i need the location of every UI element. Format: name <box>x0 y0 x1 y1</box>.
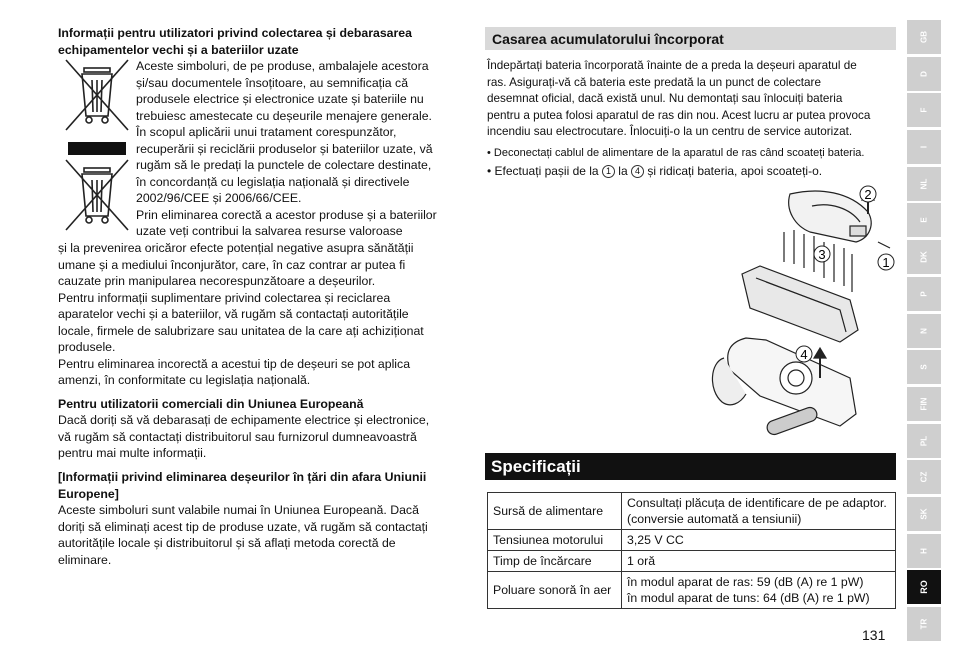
text-line: Pentru informații suplimentare privind colectarea și reciclarea <box>58 290 391 305</box>
outside-eu-title: [Informații privind eliminarea deșeurilor în țări din afara Uniunii Europene] <box>58 470 427 501</box>
text-line: doriți să eliminați acest tip de produse uzate, vă rugăm să contactați <box>58 519 428 534</box>
tab-h[interactable]: H <box>907 534 941 568</box>
weee-paragraph-cont <box>58 240 478 389</box>
text-line: autoritățile locale și distribuitorul și să aflați metoda corectă de <box>58 536 396 550</box>
weee-title: Informații pentru utilizatori privind colectarea și debarasarea echipamentelor vechi și a bateriilor uzate <box>58 26 412 57</box>
battery-section-header <box>485 27 896 50</box>
tab-s[interactable]: S <box>907 350 941 384</box>
spec-key: Tensiunea motorului <box>488 530 622 551</box>
text-line: uzate veți contribui la salvarea resurse valoroase <box>136 224 403 238</box>
text-line: în concordanță cu legislația națională și directivele <box>136 174 410 189</box>
spec-value: 1 oră <box>622 551 896 572</box>
spec-value: 3,25 V CC <box>622 530 896 551</box>
text-line: ras. Asigurați-vă că bateria este predată la un punct de colectare <box>487 75 821 89</box>
tab-tr[interactable]: TR <box>907 607 941 641</box>
text-line: desemnat oficial, dacă există unul. Nu demontați sau înlocuiți bateria <box>487 92 843 106</box>
text-line: În scopul aplicării unui tratament corespunzător, <box>136 125 397 139</box>
text-line: rugăm să le predați la punctele de colectare destinate, <box>136 158 432 172</box>
table-row <box>488 551 896 572</box>
table-row <box>488 530 896 551</box>
table-row <box>488 572 896 609</box>
section-title: Casarea acumulatorului încorporat <box>492 31 724 47</box>
tab-sk[interactable]: SK <box>907 497 941 531</box>
spec-value: Consultați plăcuța de identificare de pe adaptor. (conversie automată a tensiunii) <box>622 493 896 530</box>
table-row <box>488 493 896 530</box>
spec-table <box>487 492 896 609</box>
text-line: Îndepărtați bateria încorporată înainte de a preda la deșeuri aparatul de <box>487 59 857 72</box>
text-line: pentru mai multe informații. <box>58 446 207 460</box>
battery-removal-illustration <box>700 182 900 444</box>
text-line: recuperării și reciclării produselor și bateriilor uzate, vă <box>136 141 433 156</box>
tab-dk[interactable]: DK <box>907 240 941 274</box>
spec-key: Sursă de alimentare <box>488 493 622 530</box>
spec-key: Timp de încărcare <box>488 551 622 572</box>
section-title: Specificații <box>491 457 581 476</box>
text-line: amenzi, în conformitate cu legislația națională. <box>58 373 311 387</box>
text-line: eliminare. <box>58 552 112 567</box>
tab-d[interactable]: D <box>907 57 941 91</box>
tab-cz[interactable]: CZ <box>907 460 941 494</box>
text-line: și la prevenirea oricăror efecte potențial negative asupra sănătății <box>58 241 414 255</box>
tab-i[interactable]: I <box>907 130 941 164</box>
text-line: incendiu sau electrocutare. Înlocuiți-o la un centru de service autorizat. <box>487 125 853 139</box>
spec-section-header <box>485 453 896 480</box>
tab-f[interactable]: F <box>907 93 941 127</box>
spec-key: Poluare sonoră în aer <box>488 572 622 609</box>
spec-value: în modul aparat de ras: 59 (dB (A) re 1 pW) în modul aparat de tuns: 64 (dB (A) re 1 pW) <box>622 572 896 609</box>
tab-gb[interactable]: GB <box>907 20 941 54</box>
text-line: 2002/96/CEE și 2006/66/CEE. <box>136 191 302 205</box>
text-line: Pentru eliminarea incorectă a acestui tip de deșeuri se pot aplica <box>58 356 411 371</box>
text-line: locale, firmele de salubrizare sau unitatea de la care ați achiziționat <box>58 323 424 338</box>
text-line: Prin eliminarea corectă a acestor produse și a bateriilor <box>136 207 437 222</box>
text-line: și/sau documentele însoțitoare, au semnificația că <box>136 75 409 90</box>
language-tabs <box>907 20 941 644</box>
tab-nl[interactable]: NL <box>907 167 941 201</box>
crossed-bin-icon <box>62 58 132 238</box>
bullet-steps: • Efectuați pașii de la 1 la 4 și ridicați bateria, apoi scoateți-o. <box>487 164 823 178</box>
text-line: vă rugăm să contactați distribuitorul sau furnizorul dumneavoastră <box>58 429 417 444</box>
outside-eu-paragraph <box>58 502 478 568</box>
tab-fin[interactable]: FIN <box>907 387 941 421</box>
page-number: 131 <box>862 627 886 643</box>
text-line: Aceste simboluri sunt valabile numai în Uniunea Europeană. Dacă <box>58 503 419 517</box>
text-line: Dacă doriți să vă debarasați de echipamente electrice și electronice, <box>58 413 430 427</box>
eu-paragraph <box>58 412 478 462</box>
tab-ro[interactable]: RO <box>907 570 941 604</box>
text-line: aparatelor vechi și a bateriilor, vă rugăm să contactați autoritățile <box>58 307 409 321</box>
text-line: pentru a putea folosi aparatul de ras din nou. Acest lucru ar putea provoca <box>487 108 871 122</box>
text-line: produsele. <box>58 340 116 354</box>
text-line: umane și a mediului înconjurător, care, în caz contrar ar putea fi <box>58 257 406 272</box>
callout-2: 2 <box>864 187 872 202</box>
tab-n[interactable]: N <box>907 314 941 348</box>
weee-paragraph <box>136 58 476 240</box>
text-line: produsele electrice și electronice uzate și bateriile nu <box>136 92 424 106</box>
bullet-disconnect: • Deconectați cablul de alimentare de la aparatul de ras când scoateți bateria. <box>487 147 865 159</box>
tab-pl[interactable]: PL <box>907 424 941 458</box>
step-number-badge: 4 <box>631 165 644 178</box>
tab-p[interactable]: P <box>907 277 941 311</box>
text-line: trebuiesc amestecate cu deșeurile menajere generale. <box>136 108 432 123</box>
callout-3: 3 <box>818 247 826 262</box>
text-line: Aceste simboluri, de pe produse, ambalajele acestora <box>136 59 429 73</box>
step-number-badge: 1 <box>602 165 615 178</box>
eu-title: Pentru utilizatorii comerciali din Uniunea Europeană <box>58 397 364 411</box>
battery-paragraph <box>487 58 897 141</box>
callout-1: 1 <box>882 255 890 270</box>
text-line: cauzate prin manipularea necorespunzătoare a deșeurilor. <box>58 274 376 288</box>
tab-e[interactable]: E <box>907 203 941 237</box>
callout-4: 4 <box>800 347 808 362</box>
